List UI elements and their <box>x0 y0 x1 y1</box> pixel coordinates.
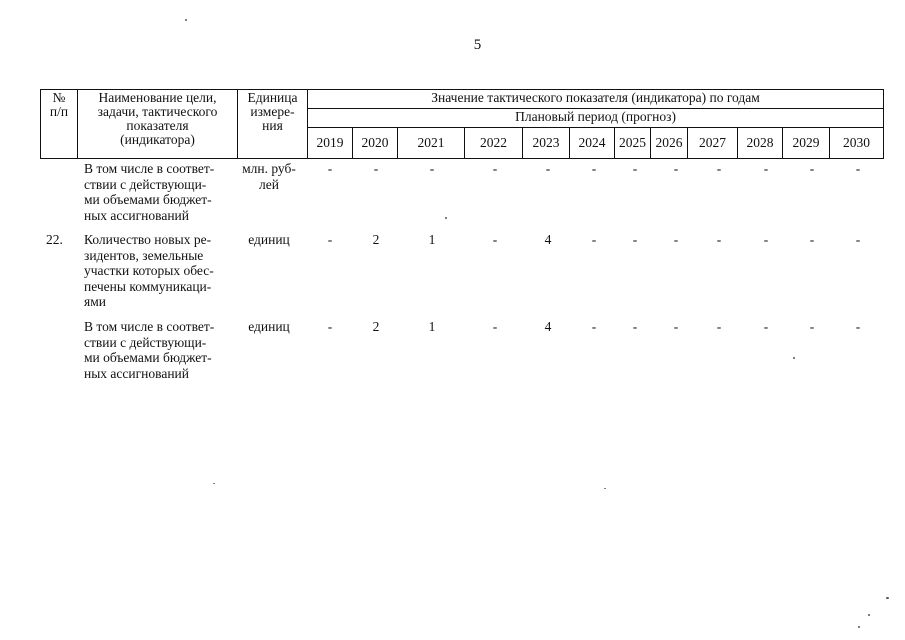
scan-speck <box>445 217 447 219</box>
header-name-line: задачи, тактического <box>97 104 218 119</box>
header-year: 2022 <box>465 128 523 159</box>
row-value: - <box>373 161 379 176</box>
row-value: - <box>809 232 815 247</box>
row-value: 4 <box>544 232 552 247</box>
row-unit-line: лей <box>259 176 279 192</box>
row-value: 1 <box>428 232 436 247</box>
row-name-line: В том числе в соответ- <box>84 161 215 176</box>
row-name <box>84 161 232 223</box>
row-value: - <box>632 232 638 247</box>
row-name-line: ных ассигнований <box>84 207 189 223</box>
header-plan-period: Плановый период (прогноз) <box>308 109 884 128</box>
row-name-line: Количество новых ре- <box>84 232 212 247</box>
header-num-line: п/п <box>49 104 69 119</box>
header-year: 2028 <box>738 128 783 159</box>
row-name-line: ствии с действующи- <box>84 176 207 192</box>
row-value: - <box>429 161 435 176</box>
scan-speck <box>793 357 795 359</box>
row-name-line: ных ассигнований <box>84 365 189 381</box>
row-name <box>84 232 232 310</box>
row-name-line: участки которых обес- <box>84 263 214 279</box>
header-year: 2025 <box>615 128 651 159</box>
row-value: - <box>673 232 679 247</box>
row-value: - <box>632 319 638 334</box>
row-value: - <box>809 161 815 176</box>
scan-speck <box>185 19 187 21</box>
row-value: - <box>327 161 333 176</box>
row-value: - <box>591 319 597 334</box>
header-values-title: Значение тактического показателя (индикатора) по годам <box>308 90 884 109</box>
row-value: - <box>492 319 498 334</box>
header-name-line: Наименование цели, <box>98 90 217 105</box>
row-value: - <box>632 161 638 176</box>
row-value: 1 <box>428 319 436 334</box>
header-unit-line: измере- <box>250 104 295 119</box>
row-value: 4 <box>544 319 552 334</box>
row-value: - <box>591 232 597 247</box>
row-value: - <box>763 232 769 247</box>
header-num <box>41 90 78 159</box>
header-year: 2024 <box>570 128 615 159</box>
row-name-line: ми объемами бюджет- <box>84 350 212 366</box>
row-name-line: зидентов, земельные <box>84 247 204 263</box>
row-unit-line: млн. руб- <box>242 161 296 176</box>
row-value: - <box>716 319 722 334</box>
scan-speck <box>858 626 860 628</box>
row-name-line: ми объемами бюджет- <box>84 192 212 208</box>
header-num-line: № <box>52 90 66 105</box>
row-value: - <box>327 319 333 334</box>
row-name-line: печены коммуникаци- <box>84 278 212 294</box>
row-num: 22. <box>46 232 63 247</box>
header-year: 2029 <box>783 128 830 159</box>
header-name-line: показателя <box>126 118 189 133</box>
row-value: 2 <box>372 319 380 334</box>
scan-speck <box>868 614 870 616</box>
row-value: - <box>545 161 551 176</box>
header-name-line: (индикатора) <box>120 132 195 147</box>
row-value: - <box>855 232 861 247</box>
header-unit <box>238 90 308 159</box>
row-value: - <box>673 319 679 334</box>
scan-speck <box>886 597 889 599</box>
row-value: - <box>492 161 498 176</box>
header-unit-line: Единица <box>247 90 298 105</box>
header-unit-line: ния <box>262 118 283 133</box>
row-unit <box>238 319 300 335</box>
header-year: 2021 <box>398 128 465 159</box>
scan-speck <box>213 483 215 484</box>
row-value: - <box>855 161 861 176</box>
row-value: - <box>327 232 333 247</box>
row-unit-line: единиц <box>248 232 290 247</box>
row-value: - <box>763 319 769 334</box>
row-value: - <box>716 232 722 247</box>
row-name-line: ями <box>84 294 106 310</box>
row-value: - <box>855 319 861 334</box>
page-number: 5 <box>473 37 482 53</box>
row-unit <box>238 232 300 248</box>
row-value: 2 <box>372 232 380 247</box>
scan-speck <box>604 488 606 489</box>
header-name <box>78 90 238 159</box>
indicator-table-header <box>40 89 884 159</box>
row-value: - <box>809 319 815 334</box>
row-value: - <box>492 232 498 247</box>
row-value: - <box>716 161 722 176</box>
row-unit <box>238 161 300 192</box>
row-value: - <box>591 161 597 176</box>
header-year: 2019 <box>308 128 353 159</box>
row-value: - <box>673 161 679 176</box>
row-unit-line: единиц <box>248 319 290 334</box>
header-year: 2030 <box>830 128 884 159</box>
row-name-line: ствии с действующи- <box>84 334 207 350</box>
header-year: 2020 <box>353 128 398 159</box>
row-name <box>84 319 232 381</box>
row-value: - <box>763 161 769 176</box>
header-year: 2023 <box>523 128 570 159</box>
header-year: 2026 <box>651 128 688 159</box>
header-year: 2027 <box>688 128 738 159</box>
row-name-line: В том числе в соответ- <box>84 319 215 334</box>
